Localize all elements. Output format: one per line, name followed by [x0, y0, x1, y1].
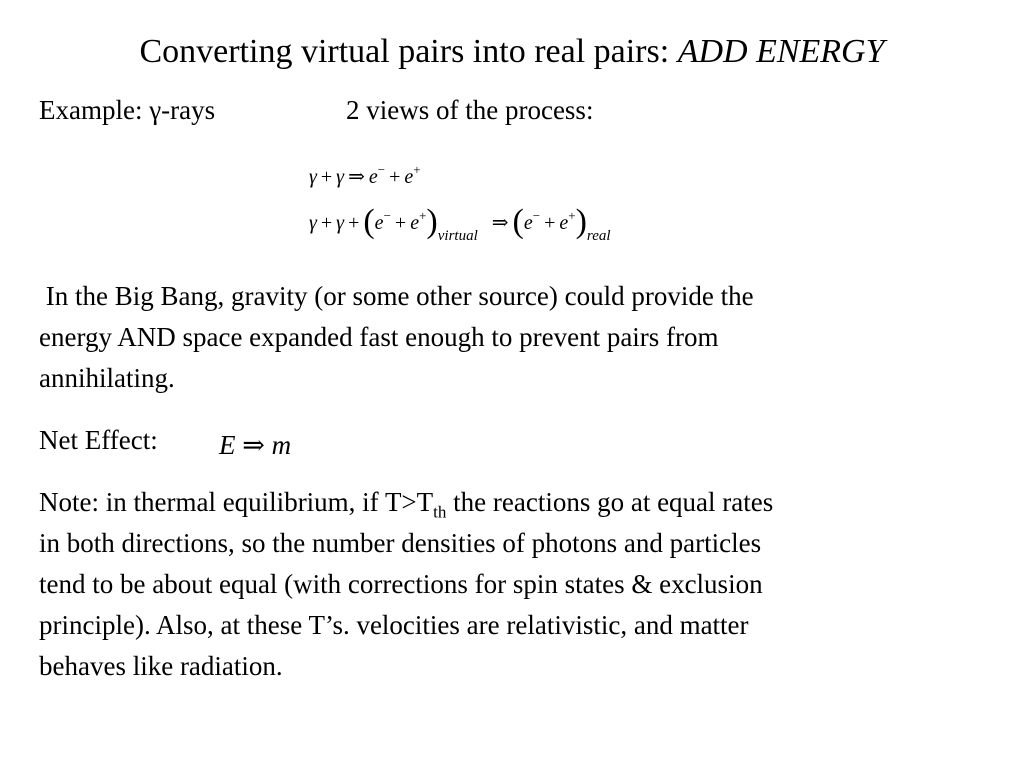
big-bang-line-2: energy AND space expanded fast enough to prevent pairs from — [39, 322, 719, 352]
title-emphasis: ADD ENERGY — [677, 33, 885, 70]
note-threshold-subscript: th — [433, 502, 447, 522]
title-main: Converting virtual pairs into real pairs: — [139, 33, 678, 70]
note-line-1-prefix: Note: in thermal equilibrium, if T>T — [39, 487, 434, 517]
note-line-1 — [39, 482, 989, 523]
big-bang-line-3: annihilating. — [39, 363, 175, 393]
eq2-plus-charge-2: + — [568, 208, 576, 223]
eq1-plus-2: + — [389, 166, 401, 188]
big-bang-paragraph — [39, 276, 989, 399]
note-line-4: principle). Also, at these T’s. velocities are relativistic, and matter — [39, 610, 749, 640]
net-effect-label: Net Effect: — [39, 425, 158, 455]
eq2-close-paren-1: ) — [426, 203, 438, 240]
eq1-gamma-1: γ — [309, 166, 317, 188]
eq2-positron-1: e — [410, 212, 420, 234]
eq2-plus-2: + — [348, 212, 360, 234]
note-line-5: behaves like radiation. — [39, 651, 283, 681]
mass-symbol: m — [271, 430, 292, 460]
eq2-plus-4: + — [544, 212, 556, 234]
eq2-open-paren-2: ( — [512, 203, 524, 240]
net-effect-equation — [219, 425, 291, 465]
eq2-close-paren-2: ) — [575, 203, 587, 240]
equation-direct — [309, 162, 421, 189]
eq1-electron: e — [368, 166, 378, 188]
energy-symbol: E — [219, 430, 236, 460]
note-line-3: tend to be about equal (with corrections for spin states & exclusion — [39, 569, 763, 599]
eq2-electron-2: e — [523, 212, 533, 234]
slide-title — [0, 30, 1024, 74]
eq1-gamma-2: γ — [336, 166, 345, 188]
views-label: 2 views of the process: — [346, 95, 594, 125]
equation-virtual-to-real — [309, 203, 611, 248]
virtual-subscript: virtual — [437, 228, 478, 244]
note-paragraph — [39, 482, 989, 687]
big-bang-line-1: In the Big Bang, gravity (or some other source) could provide the — [39, 281, 754, 311]
eq2-plus-3: + — [394, 212, 407, 234]
eq1-plus-charge: + — [413, 162, 421, 177]
eq2-plus-charge-1: + — [419, 208, 427, 223]
eq1-plus-1: + — [320, 166, 333, 188]
eq2-minus-charge-1: − — [383, 208, 391, 223]
example-label: Example: — [39, 95, 150, 125]
eq2-gamma-1: γ — [309, 212, 317, 234]
eq1-minus-charge: − — [377, 162, 386, 177]
net-implies-symbol: ⇒ — [242, 430, 265, 460]
eq1-implies: ⇒ — [348, 166, 365, 188]
eq2-gamma-2: γ — [336, 212, 345, 234]
eq2-plus-1: + — [320, 212, 333, 234]
eq2-positron-2: e — [559, 212, 569, 234]
eq2-electron-1: e — [374, 212, 384, 234]
eq1-positron: e — [404, 166, 414, 188]
example-line — [39, 90, 215, 130]
eq2-minus-charge-2: − — [532, 208, 541, 223]
gamma-symbol: γ — [149, 95, 162, 125]
note-line-1-suffix: the reactions go at equal rates — [446, 487, 774, 517]
note-line-2: in both directions, so the number densities of photons and particles — [39, 528, 762, 558]
real-subscript: real — [586, 228, 611, 244]
eq2-implies: ⇒ — [491, 212, 509, 234]
example-rays: -rays — [161, 95, 216, 125]
eq2-open-paren-1: ( — [363, 203, 375, 240]
